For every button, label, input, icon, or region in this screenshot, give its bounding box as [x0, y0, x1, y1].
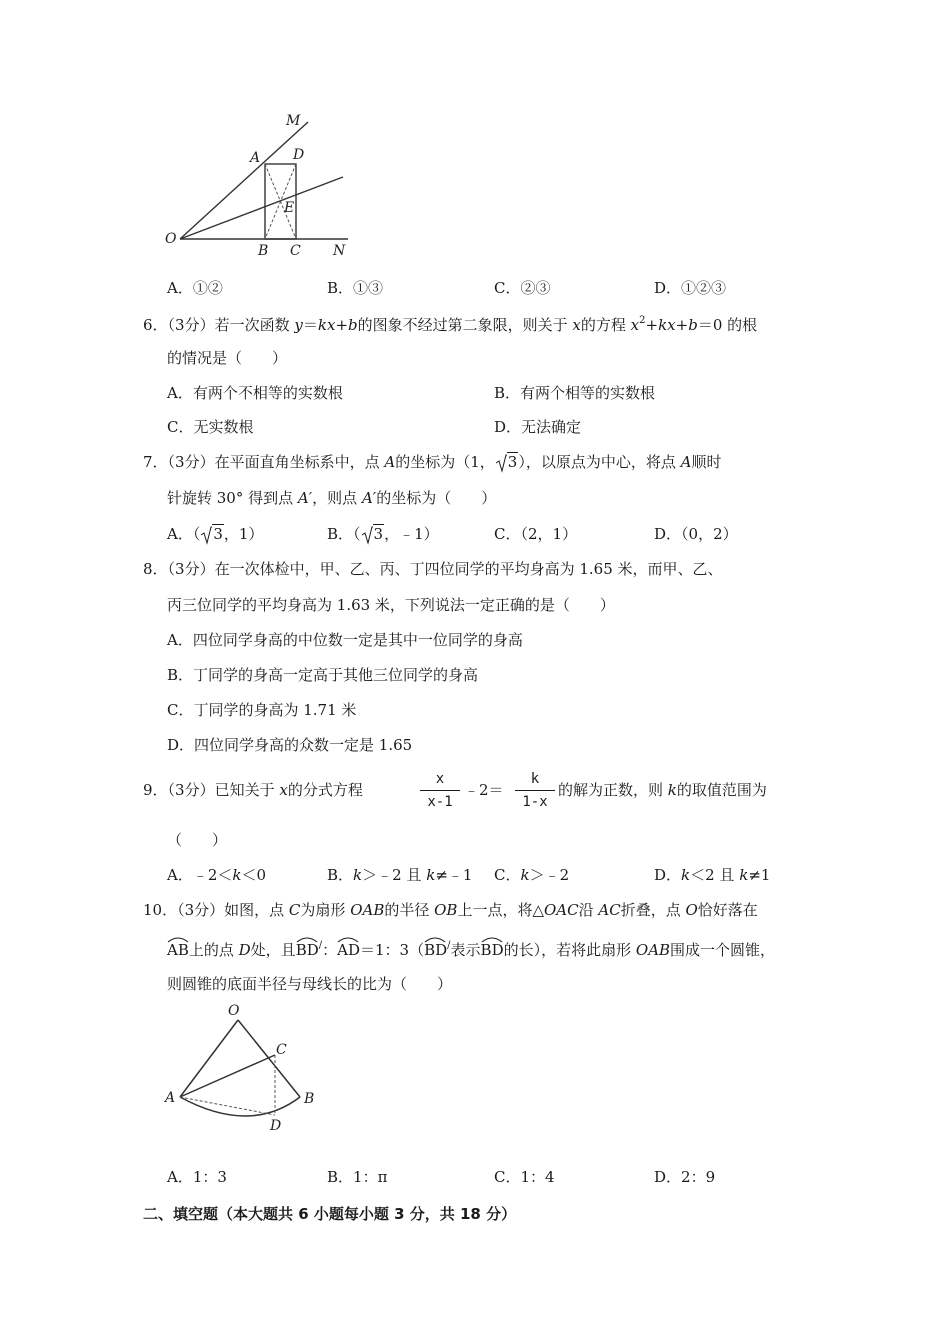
label-d: D	[270, 1118, 282, 1134]
fraction-k-over-1-minus-x: k 1-x	[515, 772, 555, 809]
q9-stem-line2: （ ）	[167, 831, 228, 849]
segment-ad-dashed	[180, 1097, 275, 1115]
label-o: O	[228, 1003, 240, 1019]
q9-option-d: D．k＜2 且 k≠1	[654, 866, 771, 884]
q10-stem-line1: 10．（3分）如图，点 C为扇形 OAB的半径 OB上一点，将△OAC沿 AC折叠，点 O恰好落在	[143, 901, 758, 919]
q6-option-c: C．无实数根	[167, 418, 254, 436]
q7-option-b: B．（ 3，﹣1）	[327, 525, 439, 543]
arc-ab: AB	[167, 940, 189, 958]
q9-stem-part2: 的解为正数，则 k的取值范围为	[558, 781, 767, 799]
q6-stem-line1: 6．（3分）若一次函数 y＝kx+b的图象不经过第二象限，则关于 x的方程 $x^2+kx+b=0$ 的根	[143, 315, 758, 334]
ray-oe	[180, 177, 343, 239]
radius-oa	[180, 1020, 238, 1097]
sqrt-symbol: 3	[200, 527, 224, 542]
q5-option-b: B．①③	[327, 279, 384, 297]
q10-stem-line2: AB上的点 D处，且 BD/： AD＝1：3（ BD/表示 BD的长），若将此扇形 OAB围成一个圆锥，	[167, 940, 776, 959]
q7-option-d: D．（0，2）	[654, 525, 738, 543]
q10-option-c: C．1：4	[494, 1168, 555, 1186]
q9-option-a: A．﹣2＜k＜0	[167, 866, 267, 884]
q7-stem-line1: 7．（3分）在平面直角坐标系中，点 A的坐标为（1， 3），以原点为中心，将点 A顺时	[143, 453, 722, 471]
label-a: A	[250, 150, 261, 166]
q10-option-b: B．1：π	[327, 1168, 388, 1186]
q5-option-c: C．②③	[494, 279, 551, 297]
q6-stem-line2: 的情况是（ ）	[167, 349, 288, 367]
q7-option-a: A．（ 3，1）	[167, 525, 264, 543]
radius-ob	[238, 1020, 300, 1097]
q6-option-b: B．有两个相等的实数根	[494, 384, 656, 402]
q10-option-d: D．2：9	[654, 1168, 716, 1186]
label-c: C	[290, 243, 301, 259]
q6-option-a: A．有两个不相等的实数根	[167, 384, 343, 402]
arc-bd: BD	[296, 940, 319, 958]
q7-stem-line2: 针旋转 30° 得到点 A′，则点 A′的坐标为（ ）	[167, 489, 497, 507]
q9-stem-part1: 9．（3分）已知关于 x的分式方程	[143, 781, 363, 799]
q10-option-a: A．1：3	[167, 1168, 227, 1186]
arc-bd-length: BD	[481, 940, 504, 958]
q8-stem-line2: 丙三位同学的平均身高为 1.63 米，下列说法一定正确的是（ ）	[167, 596, 615, 614]
q9-option-c: C．k＞﹣2	[494, 866, 570, 884]
segment-ac	[180, 1055, 275, 1097]
label-b: B	[258, 243, 269, 259]
label-d: D	[293, 147, 305, 163]
q8-option-a: A．四位同学身高的中位数一定是其中一位同学的身高	[167, 631, 523, 649]
label-a: A	[165, 1090, 176, 1106]
label-e: E	[284, 200, 295, 216]
fraction-x-over-x-minus-1: x x-1	[420, 772, 460, 809]
q8-option-b: B．丁同学的身高一定高于其他三位同学的身高	[167, 666, 479, 684]
q8-option-c: C．丁同学的身高为 1.71 米	[167, 701, 357, 719]
q8-stem-line1: 8．（3分）在一次体检中，甲、乙、丙、丁四位同学的平均身高为 1.65 米，而甲、乙、	[143, 560, 723, 578]
label-m: M	[286, 113, 301, 129]
sqrt-symbol: 3	[495, 455, 519, 470]
sqrt-symbol: 3	[361, 527, 385, 542]
q5-option-d: D．①②③	[654, 279, 727, 297]
q7-option-c: C．（2，1）	[494, 525, 578, 543]
label-n: N	[333, 243, 346, 259]
arc-bd-prime: BD	[424, 940, 447, 958]
q9-option-b: B．k＞﹣2 且 k≠﹣1	[327, 866, 473, 884]
q8-option-d: D．四位同学身高的众数一定是 1.65	[167, 736, 413, 754]
q10-stem-line3: 则圆锥的底面半径与母线长的比为（ ）	[167, 975, 453, 993]
q6-option-d: D．无法确定	[494, 418, 582, 436]
label-b: B	[304, 1091, 315, 1107]
label-o: O	[165, 231, 177, 247]
figure-angle-rectangle	[150, 105, 370, 265]
arc-ab-figure	[180, 1097, 300, 1116]
figure-sector-fold	[155, 1000, 335, 1140]
q5-option-a: A．①②	[167, 279, 223, 297]
arc-ad: AD	[337, 940, 360, 958]
section-heading-fill-in: 二、填空题（本大题共 6 小题每小题 3 分，共 18 分）	[143, 1205, 517, 1223]
label-c: C	[276, 1042, 287, 1058]
q9-minus-two: ﹣2＝	[464, 781, 504, 799]
